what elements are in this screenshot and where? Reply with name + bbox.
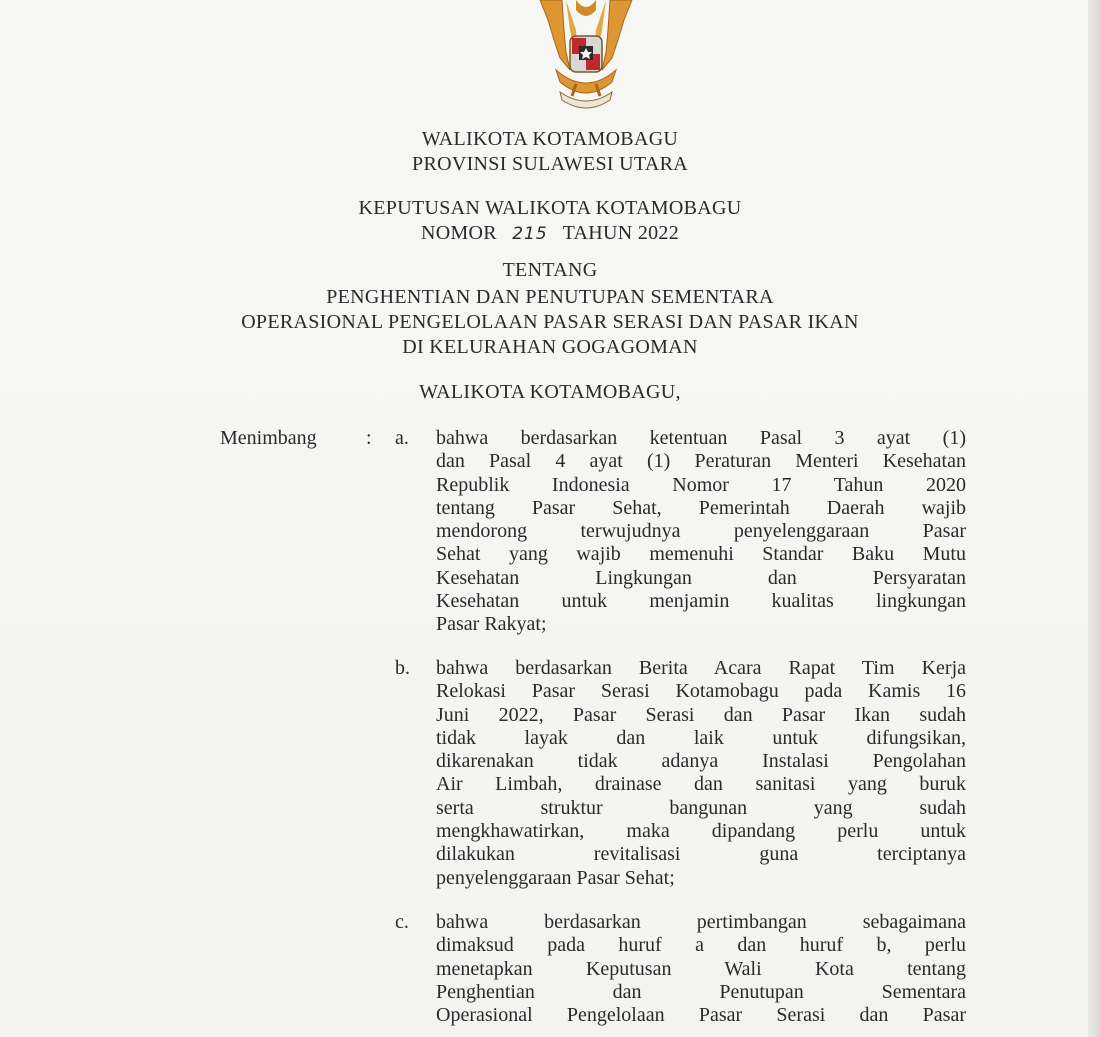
item-c-letter: c. bbox=[395, 911, 409, 933]
item-a-line: bahwa berdasarkan ketentuan Pasal 3 ayat (1) bbox=[436, 427, 966, 449]
item-a-letter: a. bbox=[395, 427, 409, 449]
menimbang-label: Menimbang bbox=[220, 427, 317, 449]
item-b-line: serta struktur bangunan yang sudah bbox=[436, 796, 966, 819]
item-b-line: Relokasi Pasar Serasi Kotamobagu pada Kamis 16 bbox=[436, 680, 966, 703]
subject-line-3: DI KELURAHAN GOGAGOMAN bbox=[402, 336, 698, 358]
item-b-line: tidak layak dan laik untuk difungsikan, bbox=[436, 726, 966, 749]
item-c-line: Operasional Pengelolaan Pasar Serasi dan Pasar bbox=[436, 1004, 966, 1027]
item-b-line: dikarenakan tidak adanya Instalasi Pengolahan bbox=[436, 750, 966, 773]
item-c-line: menetapkan Keputusan Wali Kota tentang bbox=[436, 957, 966, 980]
item-c-text bbox=[436, 911, 966, 1027]
item-b-line: penyelenggaraan Pasar Sehat; bbox=[436, 866, 675, 889]
nomor-handwritten-value: 215 bbox=[512, 224, 548, 244]
menimbang-colon: : bbox=[366, 427, 372, 449]
item-b-letter: b. bbox=[395, 657, 410, 679]
header-line-1: WALIKOTA KOTAMOBAGU bbox=[421, 128, 679, 150]
item-a-line: Sehat yang wajib memenuhi Standar Baku Mutu bbox=[436, 543, 966, 566]
garuda-emblem-icon bbox=[526, 0, 646, 116]
decision-number-line bbox=[0, 222, 1100, 245]
header-line-2: PROVINSI SULAWESI UTARA bbox=[412, 153, 688, 175]
item-a-line: mendorong terwujudnya penyelenggaraan Pasar bbox=[436, 520, 966, 543]
decision-title: KEPUTUSAN WALIKOTA KOTAMOBAGU bbox=[358, 197, 742, 219]
item-b-line: bahwa berdasarkan Berita Acara Rapat Tim Kerja bbox=[436, 657, 966, 679]
item-c-line: dimaksud pada huruf a dan huruf b, perlu bbox=[436, 934, 966, 957]
item-b-line: mengkhawatirkan, maka dipandang perlu untuk bbox=[436, 820, 966, 843]
item-a-line: Kesehatan Lingkungan dan Persyaratan bbox=[436, 566, 966, 589]
item-a-text bbox=[436, 427, 966, 637]
item-a-line: Pasar Rakyat; bbox=[436, 613, 547, 636]
subject-line-1: PENGHENTIAN DAN PENUTUPAN SEMENTARA bbox=[326, 286, 774, 308]
item-a-line: dan Pasal 4 ayat (1) Peraturan Menteri Kesehatan bbox=[436, 450, 966, 473]
item-b-line: Juni 2022, Pasar Serasi dan Pasar Ikan sudah bbox=[436, 703, 966, 726]
item-a-line: tentang Pasar Sehat, Pemerintah Daerah wajib bbox=[436, 496, 966, 519]
item-c-line: Penghentian dan Penutupan Sementara bbox=[436, 980, 966, 1003]
item-a-line: Kesehatan untuk menjamin kualitas lingkungan bbox=[436, 590, 966, 613]
issuer-line: WALIKOTA KOTAMOBAGU, bbox=[419, 381, 681, 403]
tahun-label: TAHUN 2022 bbox=[562, 222, 680, 244]
item-c-line: bahwa berdasarkan pertimbangan sebagaimana bbox=[436, 911, 966, 933]
subject-line-2: OPERASIONAL PENGELOLAAN PASAR SERASI DAN PASAR IKAN bbox=[241, 311, 859, 333]
item-a-line: Republik Indonesia Nomor 17 Tahun 2020 bbox=[436, 473, 966, 496]
item-b-line: Air Limbah, drainase dan sanitasi yang buruk bbox=[436, 773, 966, 796]
item-b-text bbox=[436, 657, 966, 890]
subject-tentang: TENTANG bbox=[502, 259, 598, 281]
nomor-label: NOMOR bbox=[420, 222, 497, 244]
item-b-line: dilakukan revitalisasi guna terciptanya bbox=[436, 843, 966, 866]
